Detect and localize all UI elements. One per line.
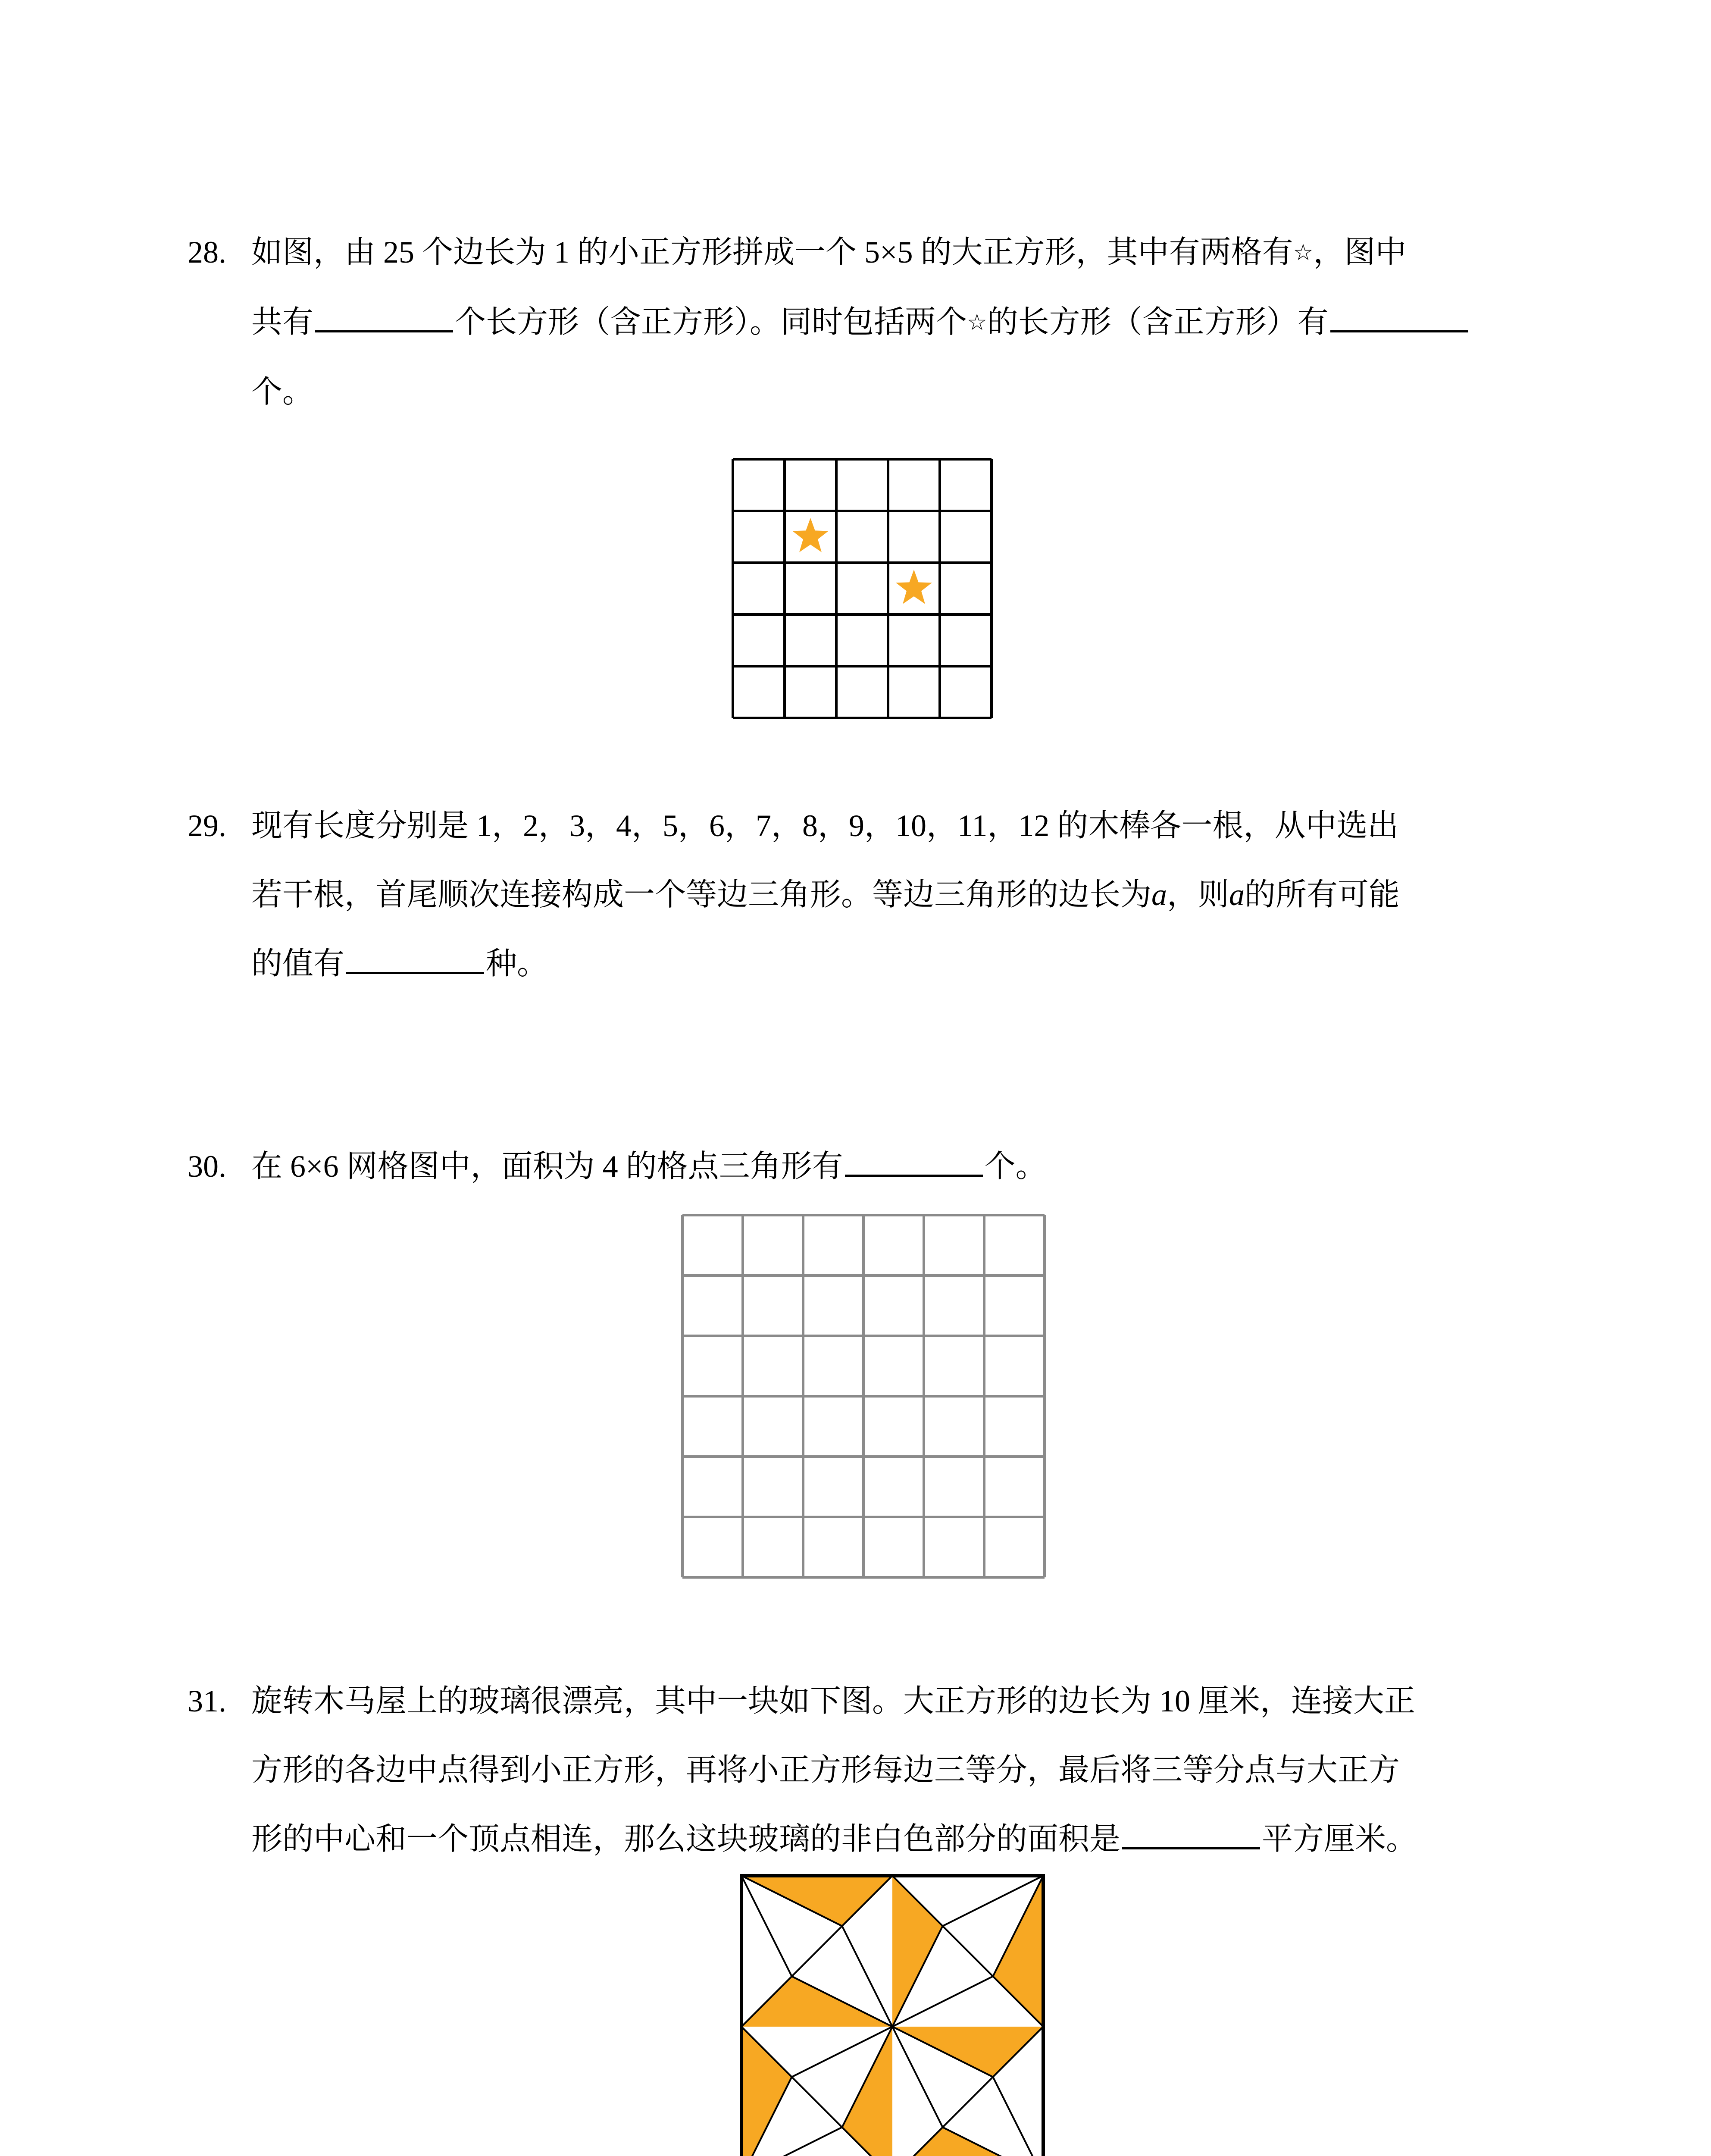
question-number: 30.	[188, 1149, 226, 1184]
answer-blank[interactable]	[346, 946, 484, 974]
star-icon	[896, 570, 932, 604]
question-number: 28.	[188, 235, 226, 270]
question-31	[188, 1667, 1545, 1874]
question-number: 31.	[188, 1684, 226, 1718]
star-symbol: ☆	[967, 310, 987, 335]
answer-blank[interactable]	[845, 1149, 983, 1177]
question-28	[188, 218, 1545, 426]
question-text: 现有长度分别是 1，2，3，4，5，6，7，8，9，10，11，12 的木棒各一根，从中选出 若干根，首尾顺次连接构成一个等边三角形。等边三角形的边长为a，则a的所有可能 的值有 种。	[251, 808, 1400, 981]
answer-blank[interactable]	[1330, 304, 1468, 332]
variable-a: a	[1151, 877, 1167, 912]
answer-blank[interactable]	[315, 304, 453, 332]
question-text: 在 6×6 网格图中，面积为 4 的格点三角形有 个。	[251, 1149, 1047, 1184]
grid-figure-5x5	[729, 455, 996, 722]
grid-figure-6x6	[679, 1212, 1050, 1583]
star-symbol: ☆	[1293, 241, 1314, 265]
variable-a: a	[1229, 877, 1245, 912]
question-number: 29.	[188, 808, 226, 843]
question-text: 如图，由 25 个边长为 1 的小正方形拼成一个 5×5 的大正方形，其中有两格有☆，图中 共有 个长方形（含正方形）。同时包括两个☆的长方形（含正方形）有 个。	[251, 218, 1545, 426]
question-text: 旋转木马屋上的玻璃很漂亮，其中一块如下图。大正方形的边长为 10 厘米，连接大正 方形的各边中点得到小正方形，再将小正方形每边三等分，最后将三等分点与大正方 形的中心和一个顶点相连，那么这块玻璃的非白色部分的面积是 平方厘米。	[251, 1684, 1417, 1856]
glass-pattern-figure	[735, 1869, 1050, 2156]
answer-blank[interactable]	[1122, 1821, 1260, 1849]
star-icon	[792, 518, 829, 552]
question-29	[188, 791, 1545, 998]
question-30	[188, 1132, 1545, 1201]
